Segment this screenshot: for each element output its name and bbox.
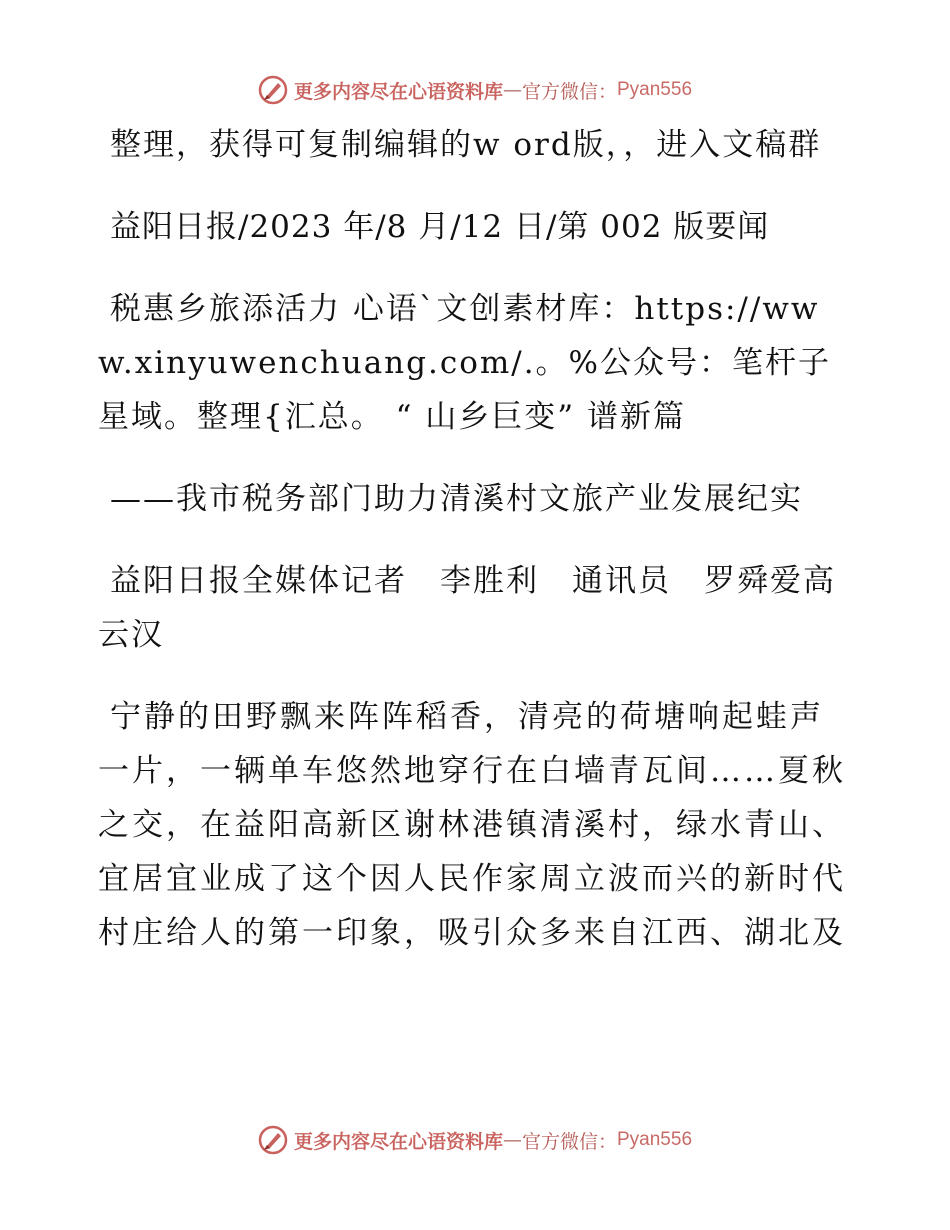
banner-title: 更多内容尽在心语资料库	[293, 1130, 503, 1153]
quill-pen-logo-icon	[258, 75, 288, 105]
headline: 税惠乡旅添活力 心语`文创素材库：https://www.xinyuwenchuang.com/.。%公众号：笔杆子星域。整理{汇总。 “ 山乡巨变” 谱新篇	[98, 291, 832, 435]
subtitle: ——我市税务部门助力清溪村文旅产业发展纪实	[110, 481, 803, 517]
intro-text: 整理，获得可复制编辑的w ord版，，进入文稿群	[110, 127, 822, 163]
banner-wechat-handle: Pyan556	[617, 1129, 693, 1150]
header-banner	[0, 72, 950, 108]
article-content	[98, 118, 848, 960]
banner-title: 更多内容尽在心语资料库	[293, 80, 503, 103]
banner-wechat-label: 官方微信：	[521, 80, 617, 103]
byline: 益阳日报全媒体记者 李胜利 通讯员 罗舜爱高云汉	[98, 563, 836, 653]
banner-wechat-label: 官方微信：	[521, 1130, 617, 1153]
quill-pen-logo-icon	[258, 1125, 288, 1155]
banner-wechat-handle: Pyan556	[617, 79, 693, 100]
banner-dash: —	[502, 79, 522, 101]
dateline: 益阳日报/2023 年/8 月/12 日/第 002 版要闻	[110, 209, 770, 245]
body-paragraph: 宁静的田野飘来阵阵稻香，清亮的荷塘响起蛙声一片，一辆单车悠然地穿行在白墙青瓦间……夏秋之交，在益阳高新区谢林港镇清溪村，绿水青山、宜居宜业成了这个因人民作家周立波而兴的新时代村庄给人的第一印象，吸引众多来自江西、湖北及	[98, 699, 846, 951]
footer-banner	[0, 1122, 950, 1158]
banner-dash: —	[502, 1129, 522, 1151]
